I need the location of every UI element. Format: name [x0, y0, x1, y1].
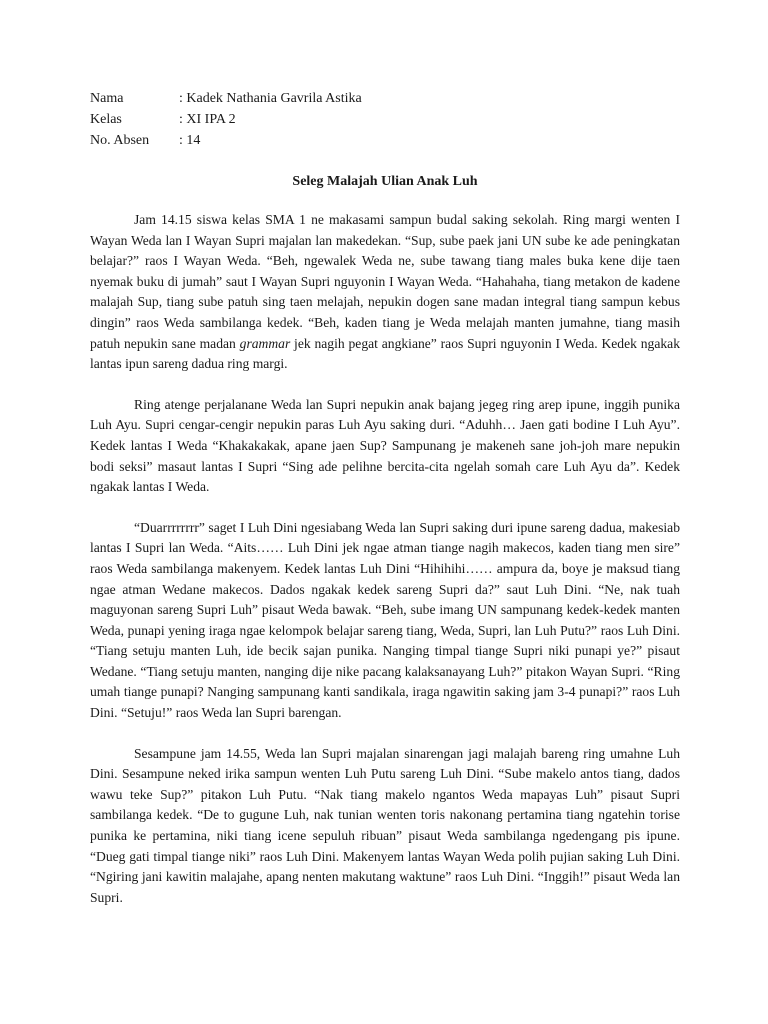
header-row-name: [90, 88, 680, 109]
header-value: : Kadek Nathania Gavrila Astika: [179, 91, 362, 106]
header-row-absen: [90, 130, 680, 151]
paragraph-text: Ring atenge perjalanane Weda lan Supri nepukin anak bajang jegeg ring arep ipune, inggih punika Luh Ayu. Supri cengar-cengir nepukin paras Luh Ayu saking duri. “Aduhh… Jaen gati bodine I Luh Ayu”. Kedek lantas I Weda “Khakakakak, apane jaen Sup? Sampunang je makeneh sane joh-joh mare nepukin bodi seksi” masaut lantas I Supri “Sing ade pelihne bercita-cita ngelah somah care Luh Ayu da”. Kedek ngakak lantas I Weda.: [90, 396, 680, 495]
header-row-class: [90, 109, 680, 130]
header-value: : 14: [179, 133, 201, 148]
paragraph-2: [90, 395, 680, 498]
header-label: Nama: [90, 91, 124, 106]
paragraph-text: Jam 14.15 siswa kelas SMA 1 ne makasami sampun budal saking sekolah. Ring margi wenten I Wayan Weda lan I Wayan Supri majalan lan makedekan. “Sup, sube paek jani UN sube ke ade peningkatan belajar?” raos I Wayan Weda. “Beh, ngewalek Weda ne, sube tawang tiang males buka kene dije taen nyemak buku di jumah” saut I Wayan Supri nguyonin I Wayan Weda. “Hahahaha, tiang metakon de kadene malajah Sup, tiang sube patuh sing taen melajah, nepukin dogen sane madan integral tiang sampun kebus dingin” raos Weda sambilanga kedek. “Beh, kaden tiang je Weda melajah manten jumahne, tiang masih patuh nepukin sane madan: [90, 212, 680, 351]
header-label: No. Absen: [90, 133, 150, 148]
paragraph-text: “Duarrrrrrrr” saget I Luh Dini ngesiabang Weda lan Supri saking duri ipune sareng dadua, makesiab lantas I Supri lan Weda. “Aits…… Luh Dini jek ngae atman tiange nagih makecos, kaden tiang men sire” raos Weda sambilanga makenyem. Kedek lantas Luh Dini “Hihihihi…… ampura da, boye je maksud tiang ngae atman Wedane makecos. Dados ngakak kedek sareng Supri da?” saut Luh Dini. “Ne, nak tuah maguyonan sareng Supri Luh” pisaut Weda bawak. “Beh, sube imang UN sampunang kedek-kedek manten Weda, punapi yening iraga ngae kelompok belajar sareng tiang, Weda, Supri, lan Luh Putu?” raos Luh Dini. “Tiang setuju manten Luh, ide becik sajan punika. Nanging timpal tiange Supri niki punapi ye?” pisaut Wedane. “Tiang setuju manten, nanging dije nike pacang kalaksanayang Luh?” pitakon Wayan Supri. “Ring umah tiange punapi? Nanging sampunang kanti sandikala, iraga ngawitin saking jam 3-4 punapi?” raos Luh Dini. “Setuju!” raos Weda lan Supri barengan.: [90, 519, 680, 721]
paragraph-3: [90, 518, 680, 724]
italic-word: grammar: [239, 335, 291, 351]
student-info-header: [90, 88, 680, 151]
paragraph-text: Sesampune jam 14.55, Weda lan Supri majalan sinarengan jagi malajah bareng ring umahne Luh Dini. Sesampune neked irika sampun wenten Luh Putu sareng Luh Dini. “Sube makelo antos tiang, dados wawu teke Sup?” pitakon Luh Putu. “Nak tiang makelo ngantos Weda mapayas Luh” pisaut Supri sambilanga kedek. “De to gugune Luh, nak tunian wenten toris nakonang pertamina tiang ngatehin torise punika ke pertamina, niki tiang icene sepuluh ribuan” pisaut Weda sambilanga ngedengang pis ipune. “Dueg gati timpal tiange niki” raos Luh Dini. Makenyem lantas Wayan Weda polih pujian saking Luh Dini. “Ngiring jani kawitin malajahe, apang nenten makutang waktune” raos Luh Dini. “Inggih!” pisaut Weda lan Supri.: [90, 745, 680, 905]
header-value: : XI IPA 2: [179, 112, 236, 127]
paragraph-1: [90, 210, 680, 375]
story-title: Seleg Malajah Ulian Anak Luh: [292, 174, 478, 189]
paragraph-4: [90, 744, 680, 909]
paragraph-text: jek nagih pegat angkiane” raos Supri nguyonin I Weda. Kedek ngakak lantas ipun sareng dadua ring margi.: [90, 335, 680, 372]
header-label: Kelas: [90, 112, 122, 127]
